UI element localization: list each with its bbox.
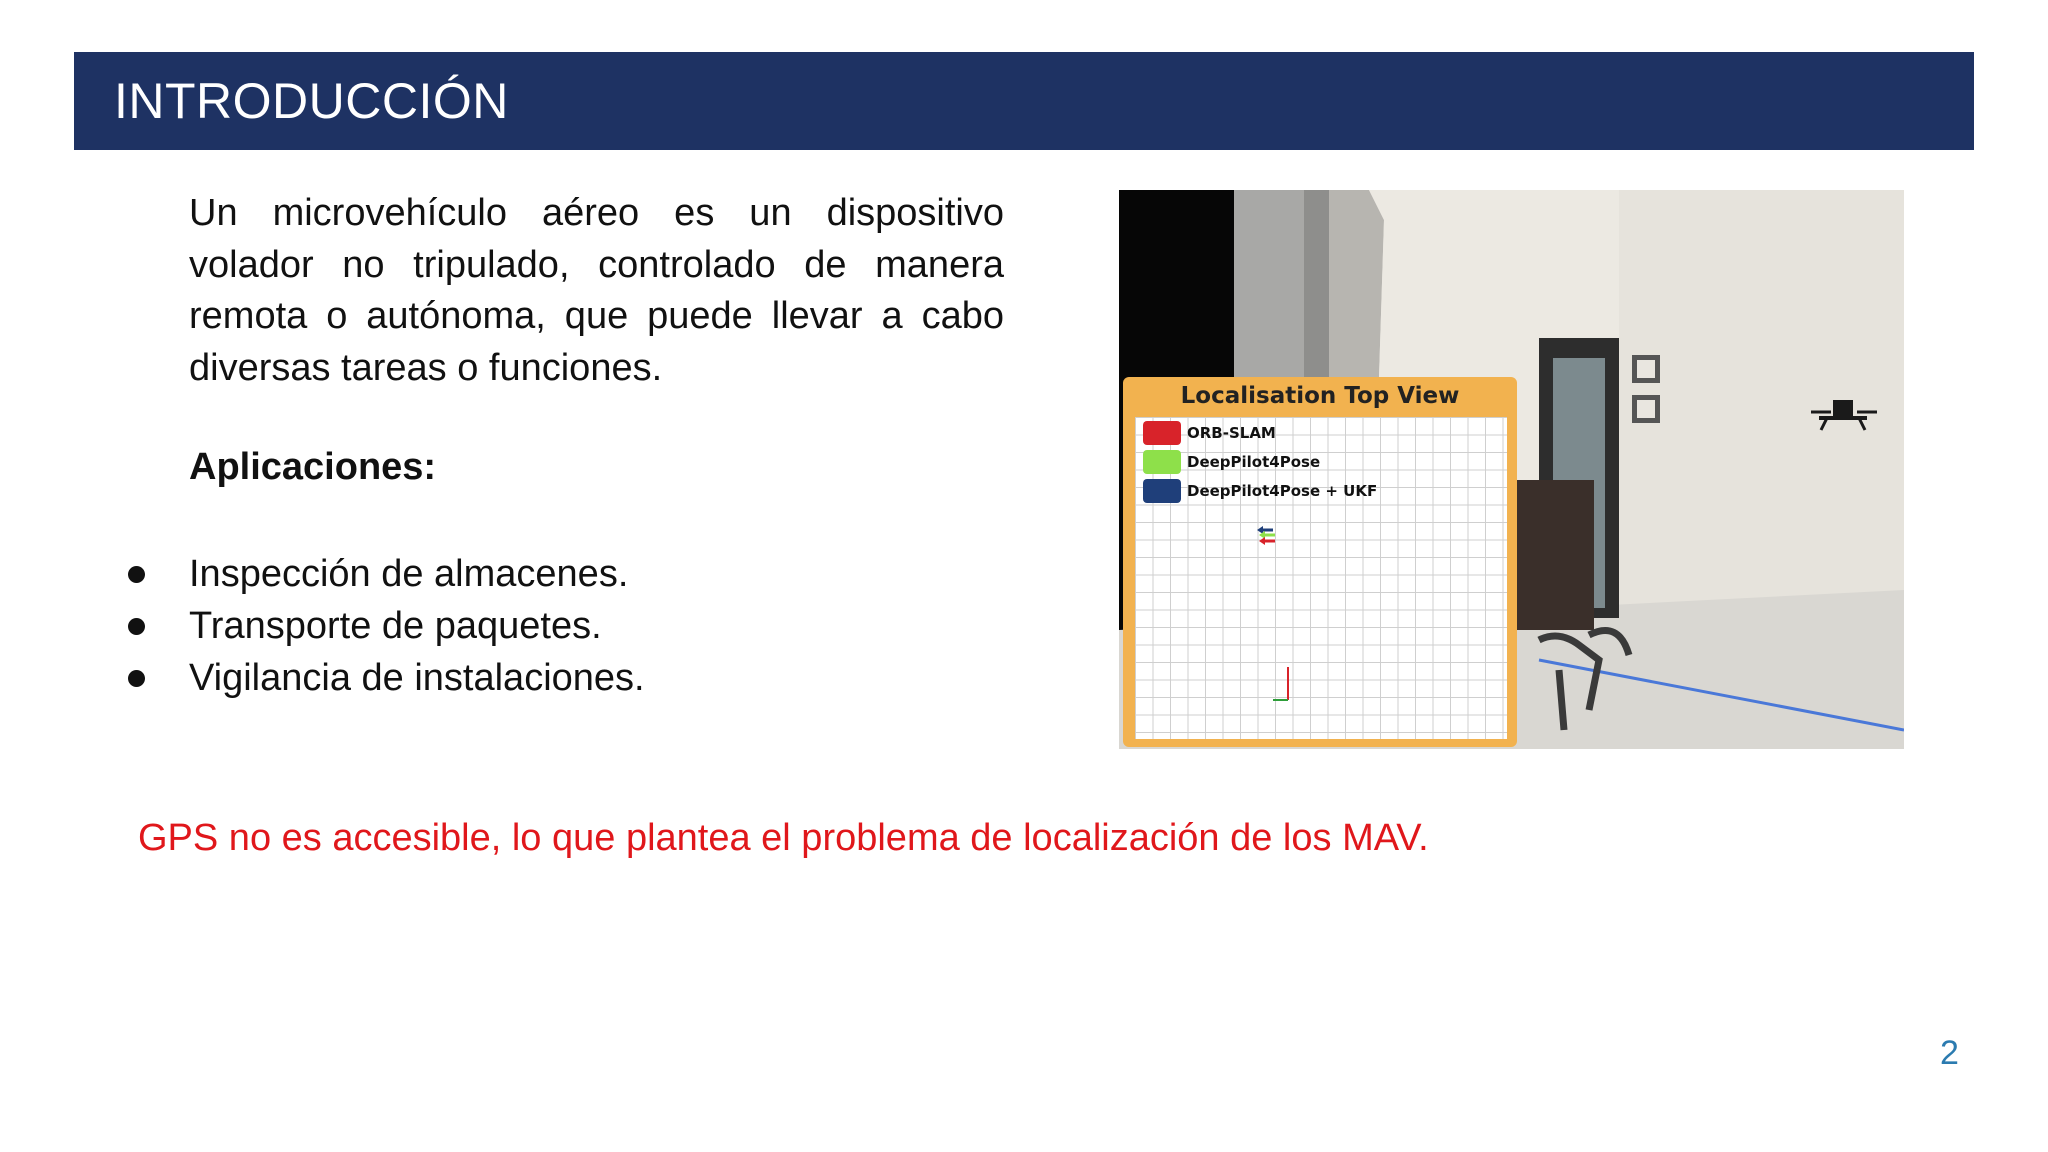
legend-label: DeepPilot4Pose + UKF (1187, 482, 1378, 500)
origin-axes-icon (1273, 667, 1288, 700)
page-number: 2 (1940, 1034, 1959, 1072)
applications-heading: Aplicaciones: (189, 446, 437, 488)
slide-title: INTRODUCCIÓN (114, 73, 509, 129)
legend-label: DeepPilot4Pose (1187, 453, 1321, 471)
bullet-text: Transporte de paquetes. (189, 605, 602, 647)
legend-label: ORB-SLAM (1187, 424, 1276, 442)
localisation-top-view-panel (1123, 377, 1517, 747)
bullet-icon (128, 618, 145, 635)
bullet-text: Vigilancia de instalaciones. (189, 657, 645, 699)
bullet-icon (128, 566, 145, 583)
gps-note: GPS no es accesible, lo que plantea el problema de localización de los MAV. (138, 817, 1429, 859)
bullet-icon (128, 670, 145, 687)
title-bar (74, 52, 1974, 150)
bullet-text: Inspección de almacenes. (189, 553, 629, 595)
localisation-grid (1135, 417, 1507, 739)
drone-localisation-image (1119, 190, 1904, 749)
trajectory-markers (1135, 417, 1507, 739)
panel-title: Localisation Top View (1180, 383, 1460, 409)
intro-paragraph: Un microvehículo aéreo es un dispositivo volador no tripulado, controlado de manera remota o autónoma, que puede llevar a cabo diversas tareas o funciones. (189, 192, 1004, 389)
pose-arrow-icon (1257, 526, 1275, 545)
